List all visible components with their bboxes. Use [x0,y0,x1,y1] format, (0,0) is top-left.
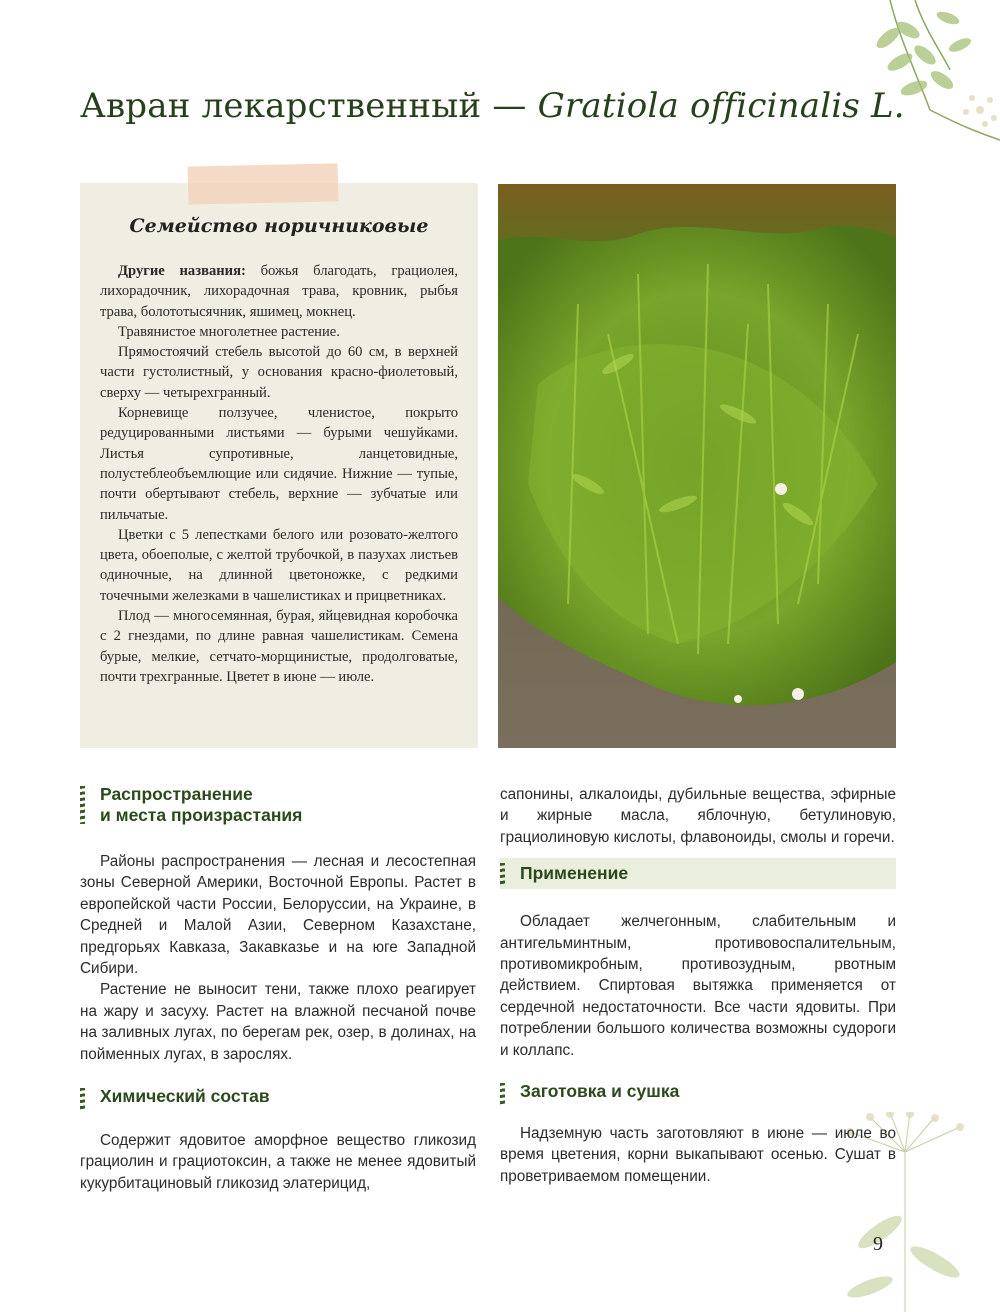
usage-heading-text: Применение [520,863,629,884]
heading-marker [500,1083,505,1105]
other-names-text: божья благодать, грациолея, лихорадочник, лихорадочная трава, кровник, рыбья трава, болототысячник, яшимец, мокнец. [100,263,458,320]
harvest-heading-text: Заготовка и сушка [520,1081,680,1102]
distribution-paragraph: Растение не выносит тени, также плохо реагирует на жару и засуху. Растет на влажной песчаной почве на заливных лугах, по берегам рек, озер, в долинах, на пойменных лугах, в зарослях. [80,981,476,1063]
title-russian: Авран лекарственный — [80,86,538,126]
harvest-heading [500,1081,896,1102]
chemistry-heading [80,1086,476,1107]
plant-family: Семейство норичниковые [129,215,429,237]
chemistry-heading-text: Химический состав [100,1086,270,1107]
info-paragraph: Прямостоячий стебель высотой до 60 см, в верхней части густолистный, у основания красно-фиолетовый, сверху — четырехгранный. [100,344,458,401]
info-box [80,183,478,748]
usage-paragraph: Обладает желчегонным, слабительным и антигельминтным, противовоспалительным, противомикробным, противозудным, рвотным действием. Спиртовая вытяжка применяется от сердечной недостаточности. Все части ядовиты. При потреблении большого количества возможны судороги и коллапс. [500,913,896,1059]
other-names-paragraph [100,261,458,322]
page-number: 9 [873,1233,883,1255]
right-column [500,784,896,1187]
other-names-label: Другие названия: [118,263,246,279]
info-paragraph: Плод — многосемянная, бурая, яйцевидная коробочка с 2 гнездами, по длине равная чашелистикам. Семена бурые, мелкие, сетчато-морщинистые, продолговатые, почти трехгранные. Цветет в июне — июле. [100,608,458,685]
info-paragraph: Цветки с 5 лепестками белого или розовато-желтого цвета, обоеполые, с желтой трубочкой, в пазухах листьев одиночные, на длинной цветоножке, с редкими точечными железками в чашелистиках и прицветниках. [100,526,458,604]
decorative-plant-top-illustration [830,0,1000,160]
chemistry-paragraph-continued: сапонины, алкалоиды, дубильные вещества, эфирные и жирные масла, яблочную, бетулиновую, грациолиновую кислоты, флавоноиды, смолы и горечи. [500,786,896,846]
info-box-text [100,261,458,687]
page-title [80,86,905,126]
info-paragraph: Корневище ползучее, членистое, покрыто редуцированными листьями — бурыми чешуйками. Листья супротивные, ланцетовидные, полустеблеобъемлющие или сидячие. Нижние — тупые, почти обертывают стебель, верхние — зубчатые или пильчатые. [100,405,458,523]
distribution-heading-line1: Распространение [100,784,253,804]
distribution-paragraph: Районы распространения — лесная и лесостепная зоны Северной Америки, Восточной Европы. Растет в европейской части России, Белоруссии, на Украине, в Средней и Малой Азии, Северном Казахстане, предгорьях Кавказа, Закавказье и на юге Западной Сибири. [80,853,476,978]
distribution-heading-line2: и места произрастания [100,805,303,825]
decorative-tape [188,163,339,204]
plant-photo [498,184,896,748]
heading-marker [80,1088,85,1110]
left-column [80,784,476,1194]
info-paragraph: Травянистое многолетнее растение. [118,323,340,340]
usage-heading [500,858,896,889]
distribution-heading [80,784,476,826]
heading-marker [500,863,505,885]
title-latin: Gratiola officinalis L. [537,86,905,126]
harvest-paragraph: Надземную часть заготовляют в июне — июле во время цветения, корни выкапывают осенью. Сушат в проветриваемом помещении. [500,1125,896,1185]
heading-marker [80,786,85,824]
chemistry-paragraph: Содержит ядовитое аморфное вещество гликозид грациолин и грациотоксин, а также не менее ядовитый кукурбитациновый гликозид элатерицид, [80,1132,476,1192]
